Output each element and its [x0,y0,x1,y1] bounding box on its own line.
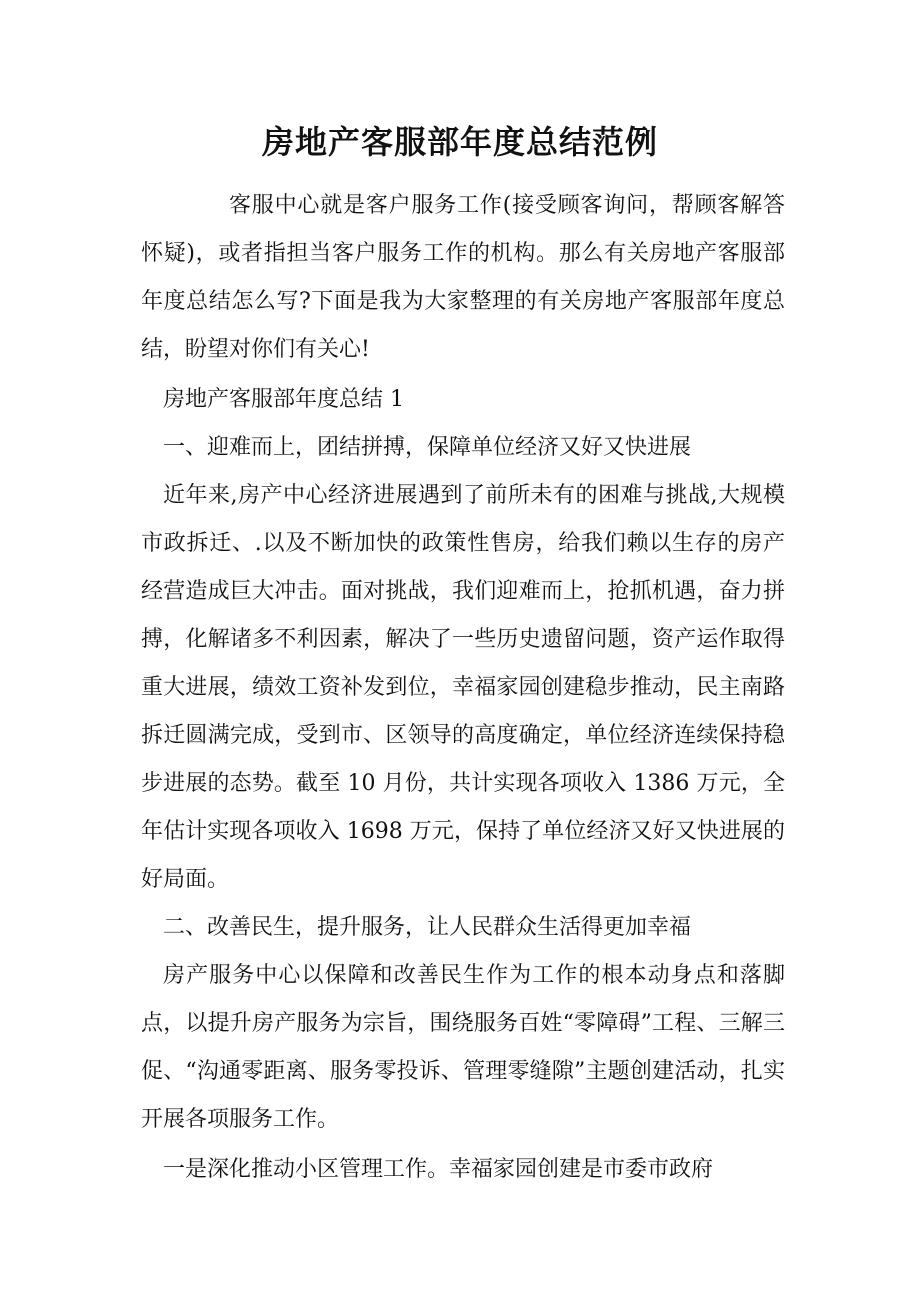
section-title: 房地产客服部年度总结 1 [163,387,404,412]
document-body [141,182,785,1194]
paragraph-service: 房产服务中心以保障和改善民生作为工作的根本动身点和落脚点，以提升房产服务为宗旨，围绕服务百姓“零障碍”工程、三解三促、“沟通零距离、服务零投诉、管理零缝隙”主题创建活动，扎实开展各项服务工作。 [141,963,785,1132]
heading-one: 一、迎难而上，团结拼搏，保障单位经济又好又快进展 [163,435,692,460]
paragraph-community: 一是深化推动小区管理工作。幸福家园创建是市委市政府 [163,1157,714,1182]
heading-two: 二、改善民生，提升服务，让人民群众生活得更加幸福 [163,915,692,940]
intro-paragraph: 客服中心就是客户服务工作(接受顾客询问，帮顾客解答怀疑)，或者指担当客户服务工作的机构。那么有关房地产客服部年度总结怎么写?下面是我为大家整理的有关房地产客服部年度总结，盼望对你们有关心! [141,193,785,362]
paragraph-economy: 近年来,房产中心经济进展遇到了前所未有的困难与挑战,大规模市政拆迁、.以及不断加快的政策性售房，给我们赖以生存的房产经营造成巨大冲击。面对挑战，我们迎难而上，抢抓机遇，奋力拼搏，化解诸多不利因素，解决了一些历史遗留问题，资产运作取得重大进展，绩效工资补发到位，幸福家园创建稳步推动，民主南路拆迁圆满完成，受到市、区领导的高度确定，单位经济连续保持稳步进展的态势。截至 10 月份，共计实现各项收入 1386 万元，全年估计实现各项收入 1698 万元，保持了单位经济又好又快进展的好局面。 [141,483,785,892]
document-title: 房地产客服部年度总结范例 [261,123,658,161]
